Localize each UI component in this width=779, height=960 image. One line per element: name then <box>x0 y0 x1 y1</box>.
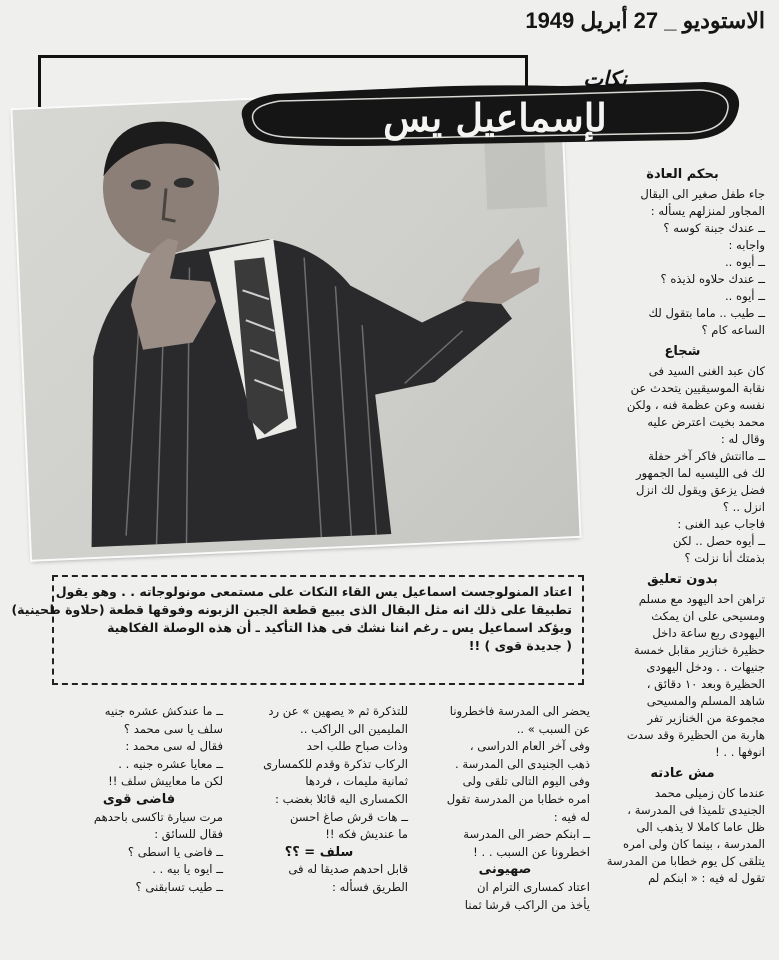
text-line: اليهودى ربع ساعة داخل <box>652 626 765 640</box>
text-line: نقابة الموسيقيين يتحدث عن <box>630 381 765 395</box>
text-line: لكن ما معاييش سلف !! <box>108 774 223 789</box>
text-line: فضل يزعق ويقول لك انزل <box>635 483 765 497</box>
text-line: ومسيحى على ان يمكث <box>651 609 765 623</box>
text-line: ــ عندك حلاوه لذيذه ؟ <box>660 272 765 286</box>
column-3 <box>55 703 223 897</box>
text-line: انوفها . . ! <box>715 745 765 759</box>
text-line: يأخذ من الراكب قرشا ثمنا <box>464 897 590 912</box>
column-2 <box>230 703 408 897</box>
text-line: وفى اليوم التالى تلقى ولى <box>462 774 590 789</box>
text-line: انزل .. ؟ <box>722 500 765 514</box>
text-line: ــ معايا عشره جنيه . . <box>118 756 223 771</box>
text-line: شاهد المسلم والمسيحى <box>646 694 765 708</box>
text-line: له فيه : <box>553 809 590 824</box>
text-line: ــ طيب .. ماما بتقول لك <box>648 306 765 320</box>
page-header: الاستوديو _ 27 أبريل 1949 <box>525 8 765 33</box>
article-body <box>600 186 765 339</box>
text-line: الجنيدى تلميذا فى المدرسة ، <box>627 803 765 817</box>
text-line: وذات صباح طلب احد <box>306 739 408 754</box>
text-line: مجموعة من الخنازير تفر <box>647 711 765 725</box>
text-line: المجاور لمنزلهم يسأله : <box>650 204 765 218</box>
title-banner <box>235 58 745 150</box>
article-heading: شجاع <box>664 344 701 359</box>
text-line: جاء طفل صغير الى البقال <box>640 187 765 201</box>
text-line: الكمسارى اليه قائلا بغضب : <box>275 791 408 806</box>
text-line: الركاب تذكرة وقدم للكمسارى <box>263 756 408 771</box>
text-line: الطريق فسأله : <box>332 879 408 894</box>
article-body <box>600 591 765 761</box>
text-line: واجابه : <box>728 238 765 252</box>
article-heading: بدون تعليق <box>647 572 718 587</box>
text-line: تقول له فيه : « ابنكم لم <box>648 871 765 885</box>
text-line: ــ هات قرش صاغ احسن <box>289 809 408 824</box>
text-line: وقال له : <box>720 432 765 446</box>
text-line: ــ ايوه يا بيه . . <box>152 862 223 877</box>
intro-line: تطبيقا على ذلك انه مثل البقال الذى يبيع قطعة الجبن الزبونه وفوقها قطعة (حلاوة طحينية) <box>11 602 572 617</box>
article-body <box>600 363 765 567</box>
text-line: عن السبب » .. <box>516 721 590 736</box>
text-line: ــ ما عندكش عشره جنيه <box>104 704 223 718</box>
text-line: فقال له سى محمد : <box>125 739 223 754</box>
article-heading: سلف = ؟؟ <box>284 844 354 860</box>
text-line: اعتاد كمسارى الترام ان <box>477 879 590 894</box>
text-line: فقال للسائق : <box>154 827 223 842</box>
text-line: جنيهات . . ودخل اليهودى <box>646 660 765 674</box>
text-line: الساعه كام ؟ <box>701 323 765 337</box>
text-line: محمد بخيت اعترض عليه <box>647 415 765 429</box>
text-line: نفسه وعن عظمة فنه ، ولكن <box>626 398 765 412</box>
right-column <box>600 162 765 887</box>
text-line: عندما كان زميلى محمد <box>654 786 765 800</box>
text-line: ــ عندك جبنة كوسه ؟ <box>663 221 765 235</box>
text-line: ــ أيوه .. <box>724 289 765 303</box>
intro-line: اعتاد المنولوجست اسماعيل يس القاء النكات على مستمعى مونولوجاته . . وهو يقول <box>55 584 572 599</box>
article-heading: مش عادته <box>650 766 715 781</box>
text-line: ظل عاما كاملا لا يذهب الى <box>636 820 765 834</box>
text-line: ــ أيوه حصل .. لكن <box>672 534 765 548</box>
text-line: المدرسة ، بينما كان ولى امره <box>623 837 765 851</box>
article-heading: بحكم العادة <box>646 167 719 182</box>
text-line: تراهن احد اليهود مع مسلم <box>638 592 765 606</box>
text-line: كان عبد الغنى السيد فى <box>648 364 765 378</box>
text-line: يتلقى كل يوم خطابا من المدرسة <box>606 854 765 868</box>
text-line: امره خطابا من المدرسة تقول <box>446 791 590 806</box>
banner-title: لإسماعيل يس <box>383 95 607 140</box>
text-line: لك فى الليسيه لما الجمهور <box>635 466 765 480</box>
text-line: سلف يا سى محمد ؟ <box>123 721 223 736</box>
text-line: للتذكرة ثم « يصهين » عن رد <box>268 704 408 718</box>
text-line: قابل احدهم صديقا له فى <box>288 862 408 877</box>
intro-line: ( جديدة قوى ) !! <box>468 638 572 653</box>
article-heading: فاضى قوى <box>102 791 176 807</box>
text-line: ــ ماانتش فاكر آخر حفلة <box>648 449 765 463</box>
text-line: الحظيرة وبعد ١٠ دقائق ، <box>646 677 765 691</box>
text-line: بذمتك أنا نزلت ؟ <box>684 551 765 565</box>
comedian-illustration <box>12 86 579 559</box>
text-line: ــ فاضى يا اسطى ؟ <box>127 844 223 859</box>
text-line: اخطرونا عن السبب . . ! <box>473 844 590 859</box>
text-line: ــ أيوه .. <box>724 255 765 269</box>
banner-subtitle: نكات <box>583 66 627 91</box>
text-line: ذهب الجنيدى الى المدرسة . <box>455 756 590 771</box>
intro-line: ويؤكد اسماعيل يس ـ رغم اننا نشك فى هذا التأكيد ـ أن هذه الوصلة الفكاهية <box>107 620 572 635</box>
text-line: مرت سيارة تاكسى باحدهم <box>93 809 223 824</box>
text-line: ثمانية مليمات ، فردها <box>305 774 408 789</box>
text-line: فاجاب عبد الغنى : <box>677 517 765 531</box>
column-1 <box>420 703 590 914</box>
text-line: المليمين الى الراكب .. <box>300 721 408 736</box>
comedian-photo <box>12 86 579 559</box>
text-line: حظيرة خنازير مقابل خمسة <box>633 643 765 657</box>
text-line: ــ طيب تسابقنى ؟ <box>135 879 223 894</box>
text-line: ما عنديش فكه !! <box>325 827 408 842</box>
text-line: هاربة من الحظيرة وقد سدت <box>626 728 765 742</box>
intro-box <box>11 575 584 685</box>
article-body <box>600 785 765 887</box>
text-line: ــ ابنكم حضر الى المدرسة <box>463 827 590 842</box>
text-line: وفى آخر العام الدراسى ، <box>469 739 590 754</box>
text-line: يحضر الى المدرسة فاخطرونا <box>449 704 590 718</box>
article-heading: صهيونى <box>478 862 532 878</box>
